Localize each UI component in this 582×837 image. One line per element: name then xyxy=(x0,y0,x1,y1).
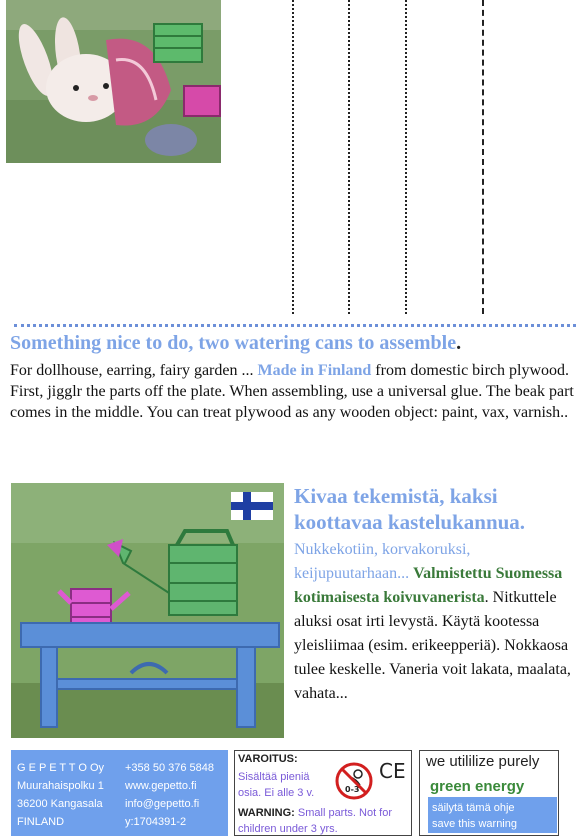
english-title-text: Something nice to do, two watering cans to assemble xyxy=(10,332,457,354)
cut-line-4 xyxy=(482,0,484,314)
finland-flag-icon xyxy=(231,492,273,520)
finnish-description xyxy=(294,538,579,706)
street-address: Muurahaispolku 1 xyxy=(17,780,104,792)
rabbit-figure-image xyxy=(6,0,221,163)
green-energy-line2: green energy xyxy=(430,778,525,795)
english-title xyxy=(10,332,461,355)
green-energy-line1: we utililize purely xyxy=(426,753,540,770)
warning-title-en: WARNING: xyxy=(238,807,295,819)
made-in-finland-text: Made in Finland xyxy=(257,362,372,379)
warning-text-fi: Sisältää pieniä osia. Ei alle 3 v. xyxy=(238,771,315,799)
business-id: y:1704391-2 xyxy=(125,816,187,828)
cut-line-1 xyxy=(292,0,294,314)
save-instructions-en: save this warning xyxy=(432,818,517,830)
company-name: G E P E T T O Oy xyxy=(17,762,105,774)
cut-line-3 xyxy=(405,0,407,314)
warning-box xyxy=(234,750,412,836)
website: www.gepetto.fi xyxy=(125,780,197,792)
top-photo xyxy=(6,0,221,163)
save-instructions-fi: säilytä tämä ohje xyxy=(432,802,515,814)
finnish-title: Kivaa tekemistä, kaksi koottavaa kastelukannua. xyxy=(294,484,526,534)
warning-text-en xyxy=(238,805,408,837)
watering-cans-on-bench-image xyxy=(11,483,284,738)
ce-mark: CE xyxy=(379,759,406,783)
finnish-made-in-finland: Valmistettu Suomessa kotimaisesta koivuvanerista xyxy=(294,565,563,606)
contact-box xyxy=(11,750,228,836)
age-0-3-prohibited-icon xyxy=(334,761,374,801)
save-instructions-bar xyxy=(428,797,557,833)
country: FINLAND xyxy=(17,816,65,828)
english-body-part1: For dollhouse, earring, fairy garden ... xyxy=(10,362,258,379)
finnish-body-rest: . Nitkuttele aluksi osat irti levystä. Käytä kootessa yleisliimaa (esim. erikeepperiä). Nokkaosa tulee keskelle. Vaneria voit lakata, maalata, vahata... xyxy=(294,589,571,702)
phone-number: +358 50 376 5848 xyxy=(125,762,215,774)
dotted-separator xyxy=(14,324,576,327)
finnish-body-light: Nukkekotiin, korvakoruksi, keijupuutarhaan... xyxy=(294,541,471,582)
age-icon-label: 0-3 xyxy=(345,785,360,794)
email: info@gepetto.fi xyxy=(125,798,200,810)
cut-line-2 xyxy=(348,0,350,314)
english-description xyxy=(10,360,574,423)
warning-body-en: Small parts. Not for children under 3 yrs. xyxy=(238,807,393,835)
city: 36200 Kangasala xyxy=(17,798,103,810)
warning-title-fi: VAROITUS: xyxy=(238,753,298,765)
bottom-photo xyxy=(11,483,284,738)
english-body-part2: from domestic birch plywood. First, jigglr the parts off the plate. When assembling, use a universal glue. The beak part comes in the middle. You can treat plywood as any wooden object: paint, vax, varnish.. xyxy=(10,362,574,421)
green-energy-box xyxy=(419,750,559,836)
english-title-dot: . xyxy=(456,332,462,354)
